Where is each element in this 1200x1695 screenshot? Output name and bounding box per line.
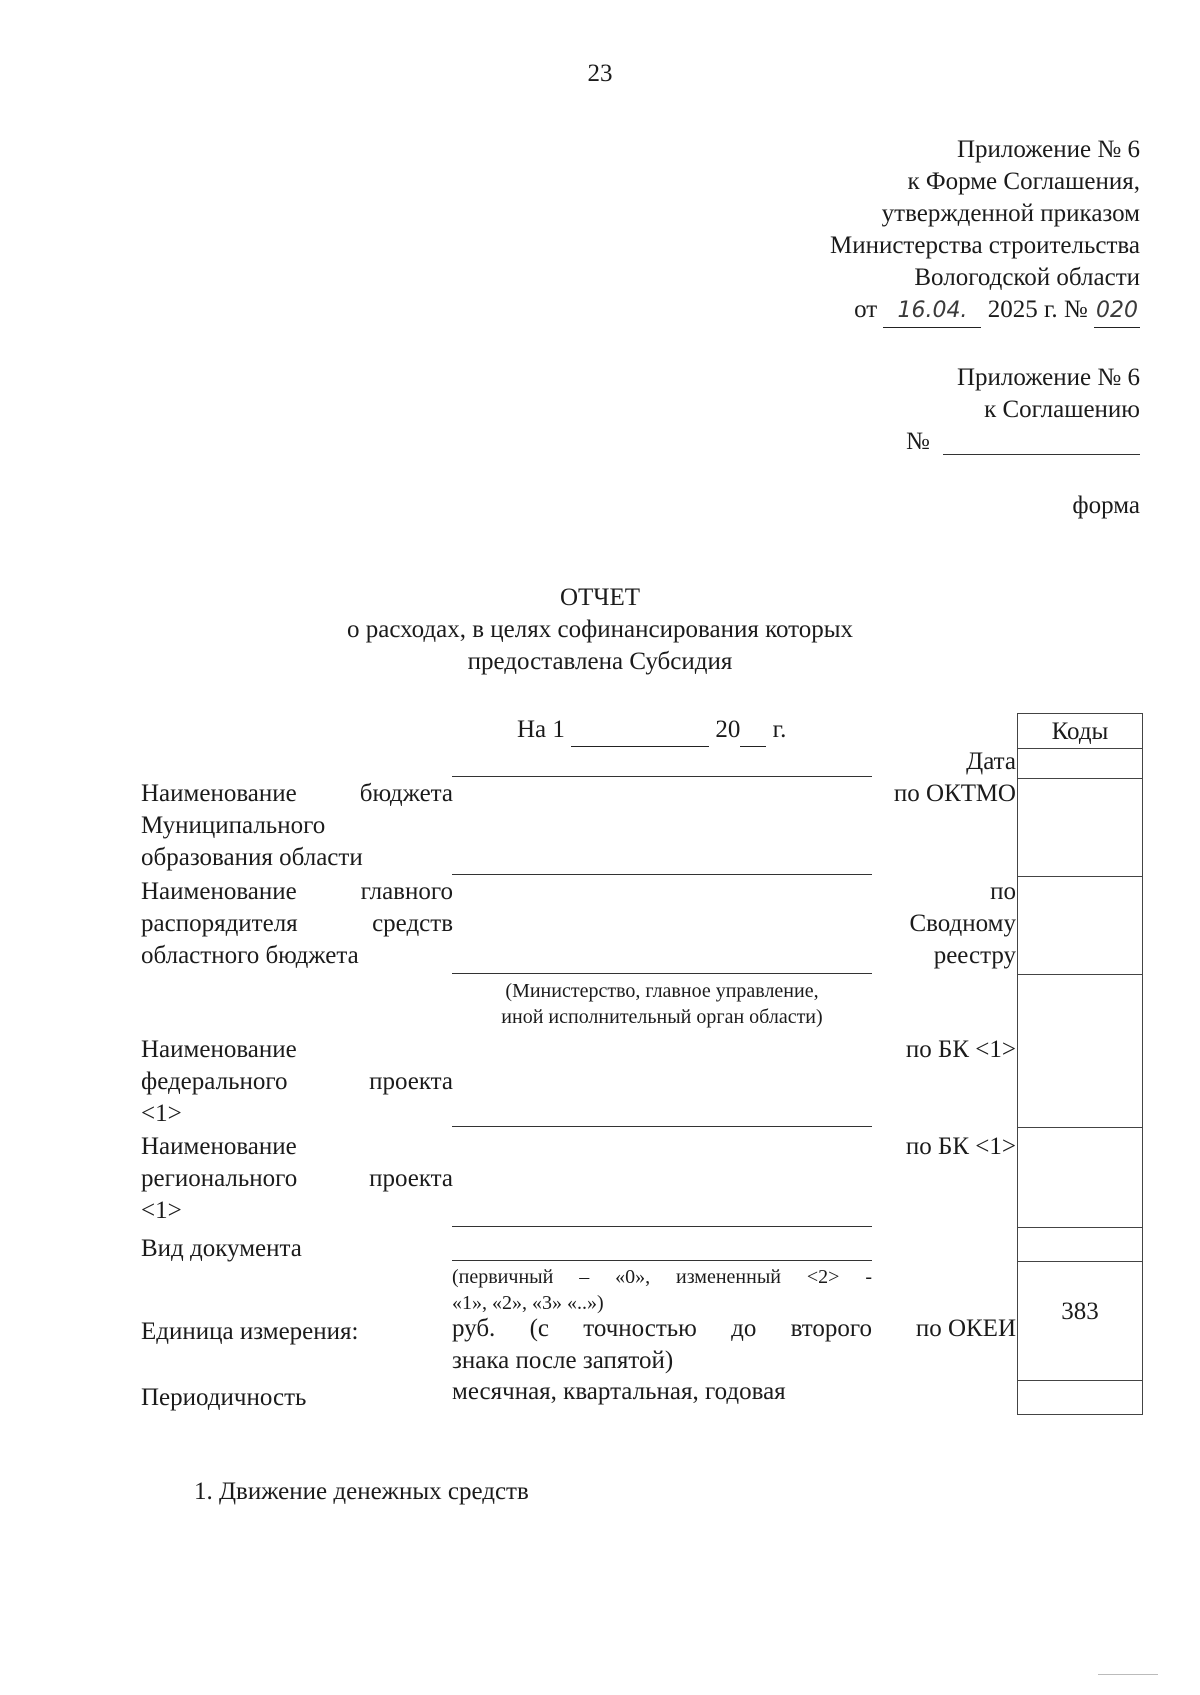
codes-cell-bk-2	[1017, 1128, 1143, 1228]
fed-label-1: Наименование	[141, 1036, 297, 1063]
section-1-heading: 1. Движение денежных средств	[194, 1478, 529, 1505]
reg-label-1: Наименование	[141, 1133, 297, 1160]
form-label: форма	[1072, 492, 1140, 519]
reg-label-3: <1>	[141, 1197, 182, 1224]
codes-cell-date	[1017, 749, 1143, 779]
date-line	[517, 714, 786, 747]
label-svod-2: Сводному	[909, 910, 1016, 937]
period-value: месячная, квартальная, годовая	[452, 1378, 786, 1405]
appendix-1-line-4: Министерства строительства	[829, 232, 1140, 259]
codes-cell-oktmo	[1017, 779, 1143, 877]
budget-label-2: Муниципального	[141, 812, 326, 839]
label-bk-2: по БК <1>	[905, 1133, 1016, 1160]
unit-label: Единица измерения:	[141, 1318, 359, 1345]
budget-label-1: Наименование бюджета	[141, 780, 453, 807]
budget-label-3: образования области	[141, 844, 363, 871]
fed-label-3: <1>	[141, 1100, 182, 1127]
report-subtitle-2: предоставлена Субсидия	[467, 648, 733, 675]
date-line-prefix: На 1	[517, 716, 565, 743]
codes-cell-bk-1	[1017, 975, 1143, 1128]
codes-cell-svod	[1017, 877, 1143, 975]
label-svod-1: по	[990, 878, 1016, 905]
scan-artifact	[1098, 1674, 1158, 1675]
appendix-2-line-1: Приложение № 6	[956, 364, 1140, 391]
unit-value-2: знака после запятой)	[452, 1347, 674, 1374]
handwritten-number: 020	[1094, 295, 1140, 328]
codes-table	[1017, 713, 1143, 1415]
appendix-1-line-1: Приложение № 6	[956, 136, 1140, 163]
report-subtitle-1: о расходах, в целях софинансирования которых	[346, 616, 854, 643]
grbs-label-3: областного бюджета	[141, 942, 359, 969]
field-line-doc-type	[452, 1260, 872, 1261]
doc-type-note-1: (первичный – «0», измененный <2> -	[452, 1266, 872, 1288]
unit-value-1: руб. (с точностью до второго	[452, 1315, 872, 1342]
date-line-century: 20	[715, 716, 741, 743]
grbs-label-1: Наименование главного	[141, 878, 453, 905]
reg-label-2: регионального проекта	[141, 1165, 453, 1192]
report-title: ОТЧЕТ	[559, 584, 641, 611]
appendix-1-line-5: Вологодской области	[914, 264, 1140, 291]
fed-label-2: федерального проекта	[141, 1068, 453, 1095]
codes-cell-okei: 383	[1017, 1262, 1143, 1381]
grbs-note-1: (Министерство, главное управление,	[505, 980, 819, 1002]
codes-cell-period	[1017, 1381, 1143, 1415]
page-number: 23	[587, 60, 613, 87]
date-line-suffix: г.	[772, 716, 787, 743]
label-okei: по ОКЕИ	[915, 1315, 1016, 1342]
label-svod-3: реестру	[933, 942, 1016, 969]
label-bk-1: по БК <1>	[905, 1036, 1016, 1063]
field-line-date	[452, 776, 872, 777]
field-line-grbs	[452, 973, 872, 974]
appendix-2-number-line	[943, 454, 1140, 455]
label-oktmo: по ОКТМО	[893, 780, 1016, 807]
date-prefix: от	[854, 296, 878, 323]
appendix-1-line-2: к Форме Соглашения,	[907, 168, 1140, 195]
label-date: Дата	[966, 748, 1016, 775]
grbs-label-2: распорядителя средств	[141, 910, 453, 937]
doc-type-label: Вид документа	[141, 1235, 302, 1262]
appendix-2-line-2: к Соглашению	[984, 396, 1140, 423]
doc-type-note-2: «1», «2», «3» «..»)	[452, 1292, 604, 1314]
date-year: 2025 г. №	[987, 296, 1088, 323]
field-line-reg	[452, 1226, 872, 1227]
period-label: Периодичность	[141, 1384, 307, 1411]
appendix-2-number-label: №	[906, 428, 930, 455]
field-line-budget	[452, 874, 872, 875]
codes-cell-doc-type	[1017, 1228, 1143, 1262]
handwritten-date: 16.04.	[883, 295, 981, 328]
codes-header: Коды	[1017, 713, 1143, 749]
appendix-1-date-line	[854, 294, 1140, 328]
field-line-fed	[452, 1126, 872, 1127]
grbs-note-2: иной исполнительный орган области)	[501, 1006, 823, 1028]
appendix-1-line-3: утвержденной приказом	[881, 200, 1140, 227]
